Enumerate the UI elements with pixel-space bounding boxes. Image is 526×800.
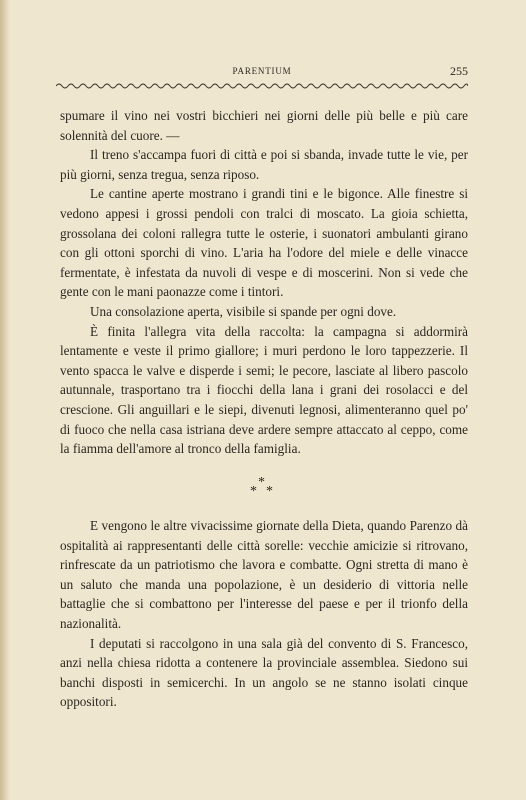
paragraph: Il treno s'accampa fuori di città e poi si sbanda, invade tutte le vie, per più giorni, senza tregua, senza riposo.	[60, 147, 468, 182]
page-header	[56, 64, 468, 84]
paragraph: Una consolazione aperta, visibile si spande per ogni dove.	[90, 303, 397, 319]
asterisk: *	[258, 475, 265, 490]
binding-shadow	[0, 0, 10, 800]
running-head: PARENTIUM	[232, 66, 292, 76]
paragraph: I deputati si raccolgono in una sala già del convento di S. Francesco, anzi nella chiesa ridotta a contenere la provinciale assemblea. Siedono sui banchi disposti in semicerchi. In un angolo se ne stanno isolati cinque oppositori.	[60, 635, 468, 710]
paragraph: E vengono le altre vivacissime giornate della Dieta, quando Parenzo dà ospitalità ai rappresentanti delle città sorelle: vecchie amicizie si ritrovano, rinfrescate da un patriotismo che lavora e combatte. Ogni stretta di mano è un saluto che manda una popolazione, è un desiderio di vittoria nelle battaglie che si combattono per l'interesse del paese e per il trionfo della nazionalità.	[60, 518, 468, 631]
section-break-asterism	[0, 476, 526, 500]
paragraph: Le cantine aperte mostrano i grandi tini e le bigonce. Alle finestre si vedono appesi i grossi pendoli con tralci di moscato. La gioia schietta, grossolana dei coloni rallegra tutte le osterie, i suonatori ambulanti girano con gli ottoni sporchi di vino. L'aria ha l'odore del miele e delle vinacce fermentate, è infestata da nuvoli di vespe e di moscerini. Non si vede che gente con le mani paonazze come i tintori.	[60, 186, 468, 300]
asterisk: *	[250, 484, 257, 499]
decorative-wave-rule	[56, 82, 468, 90]
paragraph: spumare il vino nei vostri bicchieri nei giorni delle più belle e più care solennità del cuore. —	[60, 108, 468, 143]
text-block-lower	[60, 516, 468, 712]
paragraph: È finita l'allegra vita della raccolta: la campagna si addormirà lentamente e veste il primo giallore; i muri perdono le loro tappezzerie. Il vento spacca le valve e disperde i semi; le pecore, lasciate al libero pascolo autunnale, trasportano tra i fiocchi della lana i grani dei rosolacci e del crescione. Gli anguillari e le siepi, divenuti legnosi, alimenteranno quel po' di fuoco che nella casa istriana deve ardere sempre attaccato al ceppo, come la fiamma dell'amore al tronco della famiglia.	[60, 323, 468, 457]
page-number: 255	[450, 64, 468, 78]
text-block-upper	[60, 106, 468, 459]
asterisk: *	[266, 484, 273, 499]
